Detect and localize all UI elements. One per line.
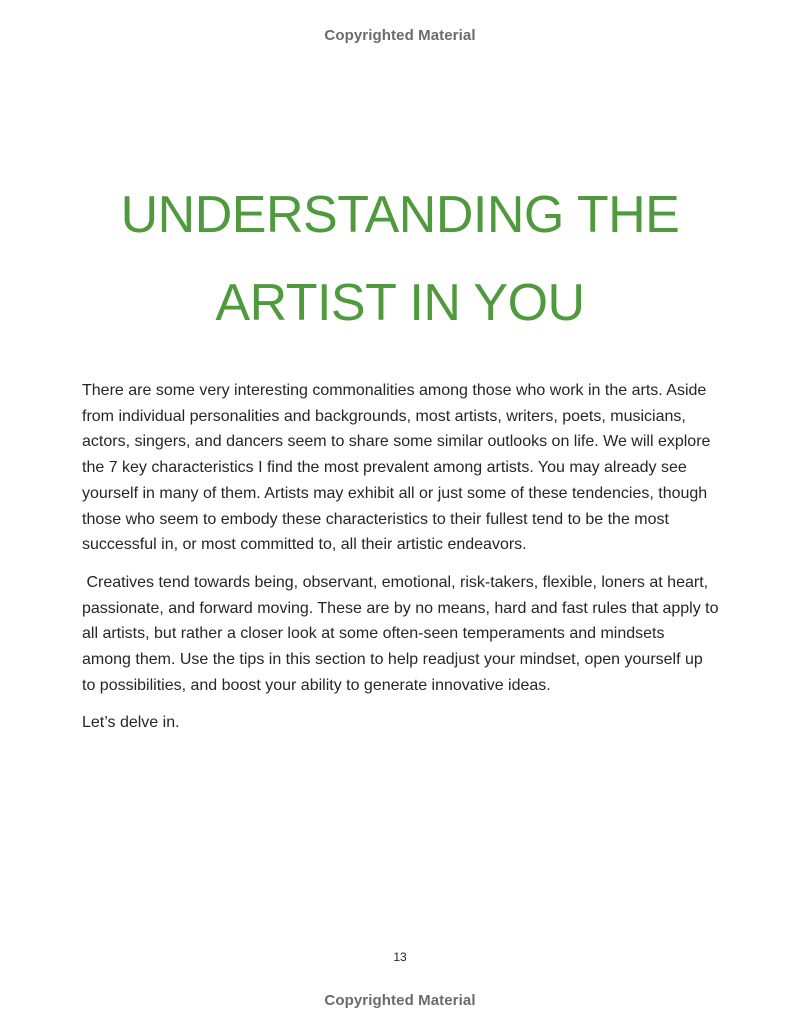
text-line: Let’s delve in. — [82, 714, 180, 732]
page-number: 13 — [393, 950, 407, 964]
chapter-title — [0, 171, 800, 347]
text-line: among them. Use the tips in this section to help readjust your mindset, open yourself up — [82, 651, 703, 669]
copyright-watermark-bottom: Copyrighted Material — [324, 992, 476, 1009]
paragraph-intro — [82, 378, 754, 558]
text-line: passionate, and forward moving. These are by no means, hard and fast rules that apply to — [82, 599, 719, 617]
text-line: to possibilities, and boost your ability to generate innovative ideas. — [82, 676, 551, 694]
chapter-title-line-1: UNDERSTANDING THE — [120, 185, 680, 244]
paragraph-closing — [82, 710, 754, 736]
text-line: successful in, or most committed to, all their artistic endeavors. — [82, 536, 527, 554]
body-text — [82, 378, 754, 748]
chapter-title-line-2: ARTIST IN YOU — [215, 273, 585, 332]
text-line: the 7 key characteristics I find the most prevalent among artists. You may already see — [82, 459, 687, 477]
text-line: those who seem to embody these characteristics to their fullest tend to be the most — [82, 510, 669, 528]
text-line: There are some very interesting commonalities among those who work in the arts. Aside — [82, 382, 707, 399]
text-line: from individual personalities and backgrounds, most artists, writers, poets, musicians, — [82, 407, 686, 425]
text-line: yourself in many of them. Artists may exhibit all or just some of these tendencies, though — [82, 484, 708, 502]
copyright-watermark-top: Copyrighted Material — [324, 27, 476, 44]
text-line: all artists, but rather a closer look at some often-seen temperaments and mindsets — [82, 625, 665, 643]
paragraph-creatives — [82, 570, 754, 699]
text-line: Creatives tend towards being, observant, emotional, risk-takers, flexible, loners at heart, — [82, 573, 709, 591]
text-line: actors, singers, and dancers seem to share some similar outlooks on life. We will explore — [82, 433, 711, 451]
